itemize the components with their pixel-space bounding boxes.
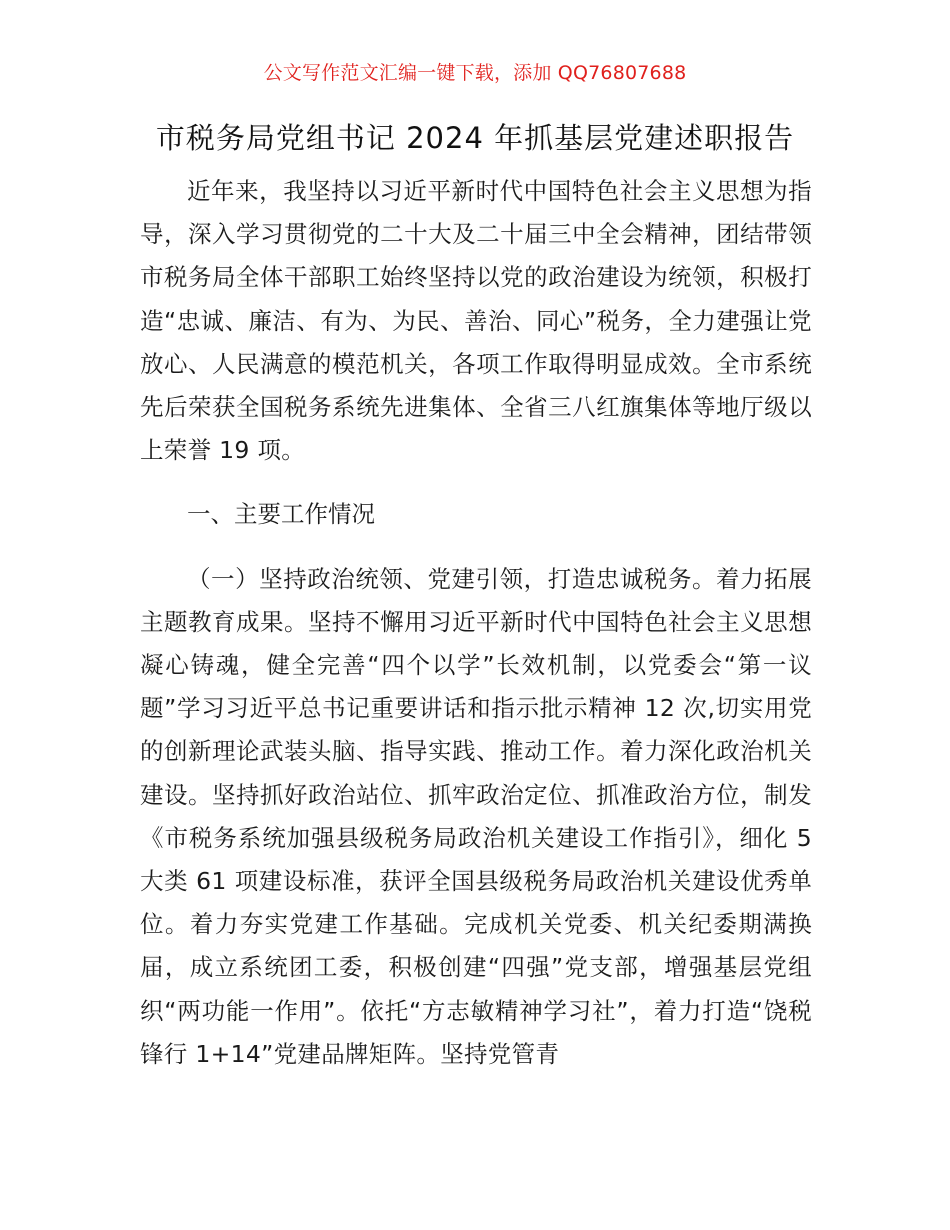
- section-heading: 一、主要工作情况: [187, 500, 375, 529]
- intro-paragraph: 近年来，我坚持以习近平新时代中国特色社会主义思想为指导，深入学习贯彻党的二十大及二十届三中全会精神，团结带领市税务局全体干部职工始终坚持以党的政治建设为统领，积极打造“忠诚、廉洁、有为、为民、善治、同心”税务，全力建强让党放心、人民满意的模范机关，各项工作取得明显成效。全市系统先后荣获全国税务系统先进集体、全省三八红旗集体等地厅级以上荣誉 19 项。: [140, 177, 812, 465]
- document-title: 市税务局党组书记 2024 年抓基层党建述职报告: [155, 121, 795, 155]
- download-banner: 公文写作范文汇编一键下载，添加 QQ76807688: [263, 62, 687, 84]
- document-body: [140, 170, 812, 1076]
- section-paragraph: （一）坚持政治统领、党建引领，打造忠诚税务。着力拓展主题教育成果。坚持不懈用习近平新时代中国特色社会主义思想凝心铸魂，健全完善“四个以学”长效机制，以党委会“第一议题”学习习近平总书记重要讲话和指示批示精神 12 次,切实用党的创新理论武装头脑、指导实践、推动工作。着力深化政治机关建设。坚持抓好政治站位、抓牢政治定位、抓准政治方位，制发《市税务系统加强县级税务局政治机关建设工作指引》，细化 5 大类 61 项建设标准，获评全国县级税务局政治机关建设优秀单位。着力夯实党建工作基础。完成机关党委、机关纪委期满换届，成立系统团工委，积极创建“四强”党支部，增强基层党组织“两功能一作用”。依托“方志敏精神学习社”，着力打造“饶税锋行 1+14”党建品牌矩阵。坚持党管青: [140, 564, 812, 1068]
